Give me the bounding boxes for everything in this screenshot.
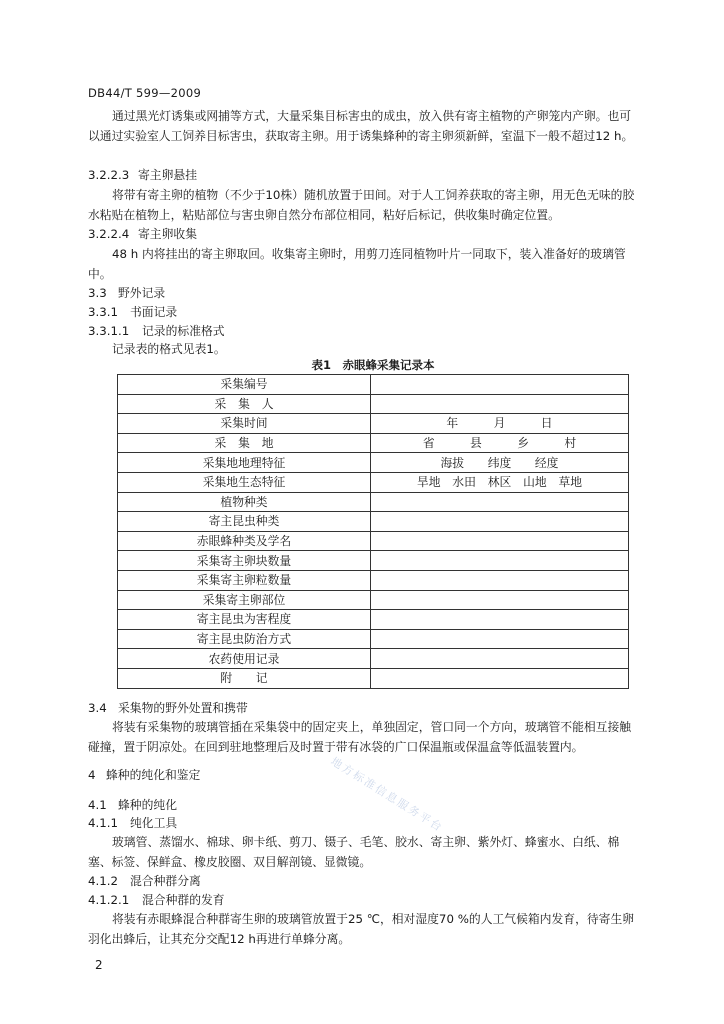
table-row (118, 668, 629, 688)
table-row (118, 453, 629, 473)
section-number: 3.3.1.1 (88, 324, 130, 338)
paragraph-egg-hanging: 将带有寄主卵的植物（不少于10株）随机放置于田间。对于人工饲养获取的寄主卵，用无色无味的胶水粘贴在植物上，粘贴部位与害虫卵自然分布部位相同，粘好后标记，供收集时确定位置。 (88, 188, 635, 222)
row-value (371, 375, 629, 395)
row-label: 附 记 (118, 668, 371, 688)
section-number: 3.3 (88, 286, 107, 300)
row-value (371, 590, 629, 610)
section-title: 记录的标准格式 (142, 324, 225, 338)
paragraph-mixed-population: 将装有赤眼蜂混合种群寄生卵的玻璃管放置于25 ℃，相对湿度70 %的人工气候箱内发育，待寄生卵羽化出蜂后，让其充分交配12 h再进行单蜂分离。 (88, 912, 635, 946)
row-value: 海拔 纬度 经度 (371, 453, 629, 473)
row-label: 采集编号 (118, 375, 371, 395)
row-label: 赤眼蜂种类及学名 (118, 531, 371, 551)
section-number: 3.3.1 (88, 305, 119, 319)
table-row (118, 433, 629, 453)
row-label: 采 集 人 (118, 394, 371, 414)
section-title: 混合种群分离 (130, 874, 201, 888)
section-title: 混合种群的发育 (142, 893, 225, 907)
row-label: 植物种类 (118, 492, 371, 512)
section-heading-3-2-2-4 (88, 225, 636, 245)
section-number: 4.1 (88, 798, 107, 812)
paragraph-table-reference: 记录表的格式见表1。 (112, 342, 226, 356)
row-label: 采集地生态特征 (118, 472, 371, 492)
paragraph-purification-tools: 玻璃管、蒸馏水、棉球、卵卡纸、剪刀、镊子、毛笔、胶水、寄主卵、紫外灯、蜂蜜水、白纸、棉塞、标签、保鲜盒、橡皮胶圈、双目解剖镜、显微镜。 (88, 835, 620, 869)
row-label: 寄主昆虫种类 (118, 512, 371, 532)
row-label: 采 集 地 (118, 433, 371, 453)
section-number: 4 (88, 768, 96, 782)
section-heading-3-2-2-3 (88, 166, 636, 186)
section-number: 4.1.2 (88, 874, 119, 888)
section-number: 3.2.2.4 (88, 227, 130, 241)
row-label: 采集寄主卵粒数量 (118, 570, 371, 590)
row-label: 寄主昆虫为害程度 (118, 610, 371, 630)
section-heading-3-3-1-1 (88, 322, 636, 342)
section-heading-3-3 (88, 284, 636, 304)
paragraph-egg-collection: 通过黑光灯诱集或网捕等方式，大量采集目标害虫的成虫，放入供有寄主植物的产卵笼内产卵。也可以通过实验室人工饲养目标害虫，获取寄主卵。用于诱集蜂种的寄主卵须新鲜，室温下一般不超过12 h。 (88, 109, 634, 143)
row-value (371, 551, 629, 571)
section-title: 野外记录 (118, 286, 166, 300)
row-value: 年 月 日 (371, 414, 629, 434)
row-value (371, 610, 629, 630)
table-row (118, 512, 629, 532)
section-number: 4.1.1 (88, 816, 119, 830)
section-heading-4-1-2 (88, 872, 636, 892)
table-row (118, 375, 629, 395)
section-number: 4.1.2.1 (88, 893, 130, 907)
table-row (118, 472, 629, 492)
table-row (118, 570, 629, 590)
row-label: 寄主昆虫防治方式 (118, 629, 371, 649)
section-heading-3-3-1 (88, 303, 636, 323)
row-value (371, 512, 629, 532)
row-value (371, 629, 629, 649)
row-value (371, 531, 629, 551)
row-value: 旱地 水田 林区 山地 草地 (371, 472, 629, 492)
row-value (371, 649, 629, 669)
paragraph-egg-retrieval: 48 h 内将挂出的寄主卵取回。收集寄主卵时，用剪刀连同植物叶片一同取下，装入准备好的玻璃管中。 (88, 247, 626, 281)
table-row (118, 492, 629, 512)
table-caption: 表1 赤眼蜂采集记录本 (311, 358, 435, 372)
row-label: 采集时间 (118, 414, 371, 434)
table-row (118, 531, 629, 551)
table-row (118, 649, 629, 669)
table-row (118, 414, 629, 434)
section-heading-4-1-2-1 (88, 891, 636, 911)
row-label: 采集寄主卵部位 (118, 590, 371, 610)
standard-code-header: DB44/T 599—2009 (88, 86, 202, 100)
section-title: 纯化工具 (130, 816, 178, 830)
row-label: 采集寄主卵块数量 (118, 551, 371, 571)
section-heading-3-4 (88, 699, 636, 719)
row-value (371, 492, 629, 512)
row-label: 农药使用记录 (118, 649, 371, 669)
table-row (118, 590, 629, 610)
section-number: 3.2.2.3 (88, 168, 130, 182)
page-number: 2 (95, 958, 103, 972)
row-value: 省 县 乡 村 (371, 433, 629, 453)
section-title: 蜂种的纯化和鉴定 (106, 768, 201, 782)
table-row (118, 394, 629, 414)
row-value (371, 570, 629, 590)
watermark: 地方标准信息服务平台 (328, 754, 446, 835)
row-label: 采集地地理特征 (118, 453, 371, 473)
section-title: 寄主卵悬挂 (138, 168, 197, 182)
paragraph-field-handling: 将装有采集物的玻璃管插在采集袋中的固定夹上，单独固定，管口同一个方向，玻璃管不能相互接触碰撞，置于阴凉处。在回到驻地整理后及时置于带有冰袋的广口保温瓶或保温盒等低温装置内。 (88, 720, 632, 754)
table-row (118, 610, 629, 630)
row-value (371, 394, 629, 414)
section-title: 寄主卵收集 (138, 227, 197, 241)
section-title: 采集物的野外处置和携带 (118, 701, 248, 715)
section-title: 蜂种的纯化 (118, 798, 177, 812)
section-number: 3.4 (88, 701, 107, 715)
table-row (118, 629, 629, 649)
table-row (118, 551, 629, 571)
row-value (371, 668, 629, 688)
section-title: 书面记录 (130, 305, 178, 319)
collection-record-table (117, 374, 629, 689)
